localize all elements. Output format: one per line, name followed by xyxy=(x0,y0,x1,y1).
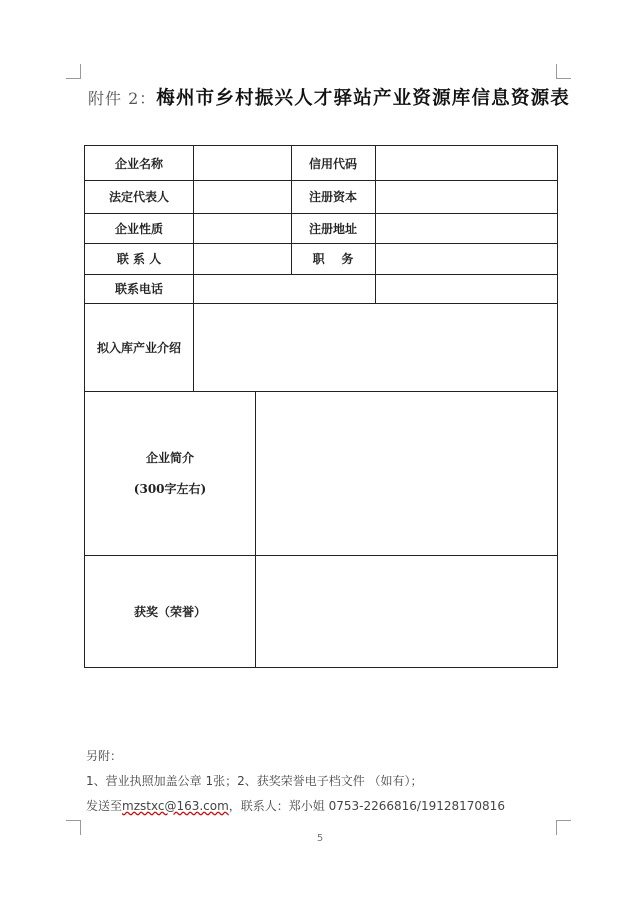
notes-send-to: 发送至 xyxy=(86,799,123,813)
industry-intro-label: 拟入库产业介绍 xyxy=(96,340,181,355)
company-profile-cell xyxy=(85,391,255,555)
notes-line-1: 1、营业执照加盖公章 1张；2、获奖荣誉电子档文件 （如有）； xyxy=(86,774,423,788)
crop-mark-top-right xyxy=(556,64,571,79)
notes-contact: ，联系人：郑小姐 0753-2266816/19128170816 xyxy=(228,799,505,813)
col-divider xyxy=(375,146,376,303)
col-divider xyxy=(193,146,194,391)
company-type-label: 企业性质 xyxy=(114,221,163,236)
notes-heading: 另附： xyxy=(86,749,123,763)
legal-rep-label: 法定代表人 xyxy=(108,190,169,204)
info-form-table xyxy=(84,145,558,668)
registered-address-label: 注册地址 xyxy=(308,221,357,236)
title-prefix: 附件 2： xyxy=(88,89,157,108)
contact-email: mzstxc@163.com xyxy=(122,799,229,813)
notes-line-2 xyxy=(86,794,505,819)
company-profile-label: 企业简介 xyxy=(145,451,194,465)
title-main: 梅州市乡村振兴人才驿站产业资源库信息资源表 xyxy=(156,88,570,109)
contact-person-label: 联 系 人 xyxy=(116,252,162,266)
notes-section xyxy=(86,744,505,819)
registered-capital-label: 注册资本 xyxy=(308,190,357,204)
position-label: 职 务 xyxy=(312,252,354,266)
page-title xyxy=(88,84,570,110)
company-name-label: 企业名称 xyxy=(114,156,163,171)
phone-label: 联系电话 xyxy=(114,282,163,296)
crop-mark-top-left xyxy=(66,64,81,79)
col-divider xyxy=(255,391,256,667)
page-number: 5 xyxy=(316,833,324,844)
credit-code-label: 信用代码 xyxy=(308,156,357,171)
awards-label: 获奖（荣誉） xyxy=(133,604,206,619)
company-profile-note: (300字左右) xyxy=(133,482,207,496)
